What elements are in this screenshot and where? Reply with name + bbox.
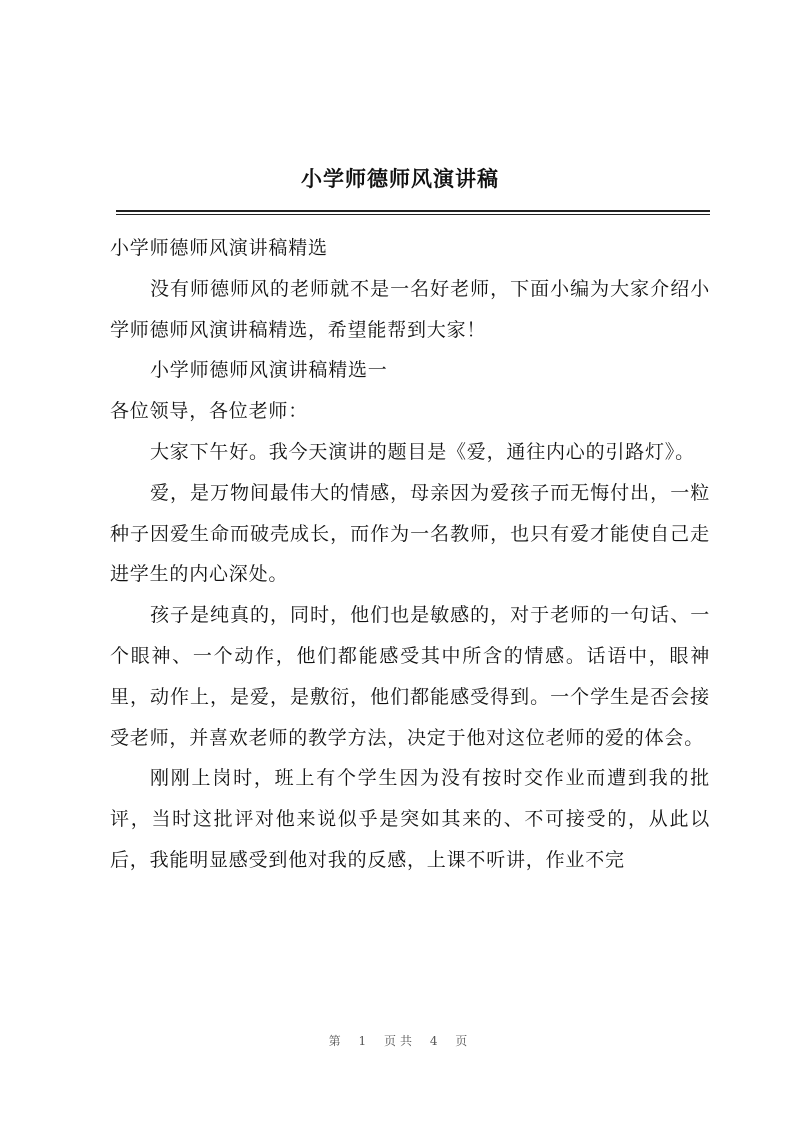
footer-prefix: 第 bbox=[328, 1034, 345, 1048]
paragraph: 刚刚上岗时，班上有个学生因为没有按时交作业而遭到我的批评，当时这批评对他来说似乎是突如其来的、不可接受的，从此以后，我能明显感受到他对我的反感，上课不听讲，作业不完 bbox=[110, 767, 710, 871]
footer-suffix: 页 bbox=[455, 1034, 472, 1048]
paragraph: 爱，是万物间最伟大的情感，母亲因为爱孩子而无悔付出，一粒种子因爱生命而破壳成长，而作为一名教师，也只有爱才能使自己走进学生的内心深处。 bbox=[110, 481, 710, 586]
paragraph: 没有师德师风的老师就不是一名好老师，下面小编为大家介绍小学师德师风演讲稿精选，希望能帮到大家！ bbox=[110, 277, 710, 341]
footer-current-page: 1 bbox=[358, 1034, 371, 1048]
footer-middle: 页共 bbox=[383, 1034, 416, 1048]
page-footer bbox=[0, 1032, 800, 1050]
paragraph: 小学师德师风演讲稿精选一 bbox=[150, 359, 388, 382]
paragraph: 各位领导，各位老师： bbox=[110, 400, 309, 423]
document-body bbox=[110, 228, 710, 881]
paragraph: 孩子是纯真的，同时，他们也是敏感的，对于老师的一句话、一个眼神、一个动作，他们都能感受其中所含的情感。话语中，眼神里，动作上，是爱，是敷衍，他们都能感受得到。一个学生是否会接受老师，并喜欢老师的教学方法，决定于他对这位老师的爱的体会。 bbox=[110, 604, 710, 749]
document-title: 小学师德师风演讲稿 bbox=[301, 166, 499, 191]
title-divider bbox=[116, 210, 710, 215]
paragraph: 小学师德师风演讲稿精选 bbox=[110, 237, 328, 259]
footer-total-pages: 4 bbox=[429, 1034, 442, 1048]
paragraph: 大家下午好。我今天演讲的题目是《爱，通往内心的引路灯》。 bbox=[150, 440, 695, 463]
